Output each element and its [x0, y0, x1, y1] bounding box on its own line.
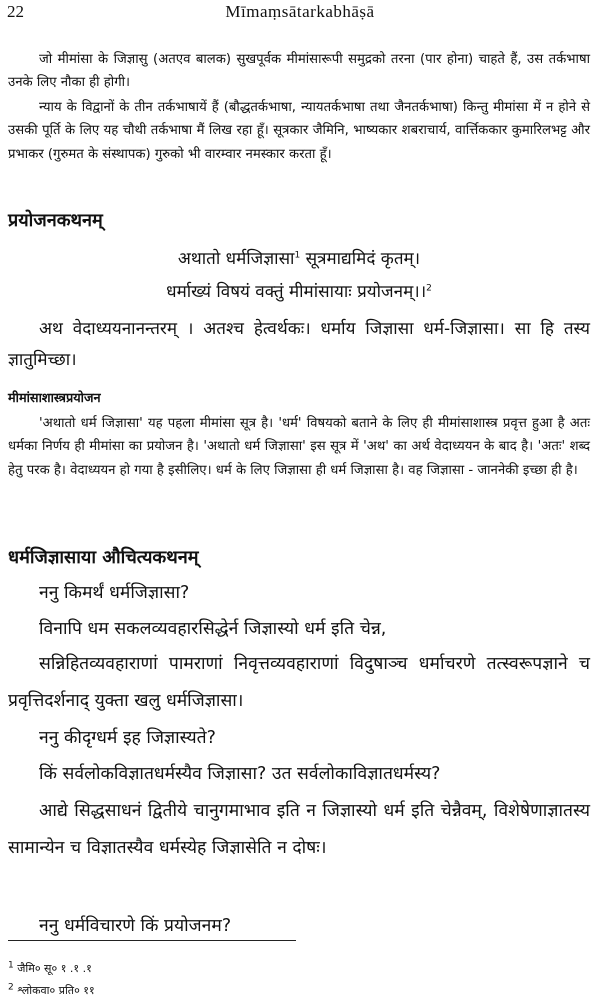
footnote-divider — [8, 940, 296, 941]
footnote-1-mark: 1 — [8, 960, 14, 971]
footnote-ref-1: 1 — [294, 250, 301, 261]
footnote-2 — [8, 984, 95, 998]
page-number: 22 — [7, 2, 24, 21]
heading-prayojana-kathanam: प्रयोजनकथनम् — [8, 210, 103, 231]
verse-line-2 — [8, 277, 590, 308]
verse-line-2-text: धर्माख्यं विषयं वक्तुं मीमांसायाः प्रयोजनम्।। — [166, 282, 427, 302]
question-2: ननु कीदृग्धर्म इह जिज्ञास्यते? — [39, 728, 216, 748]
footnote-2-mark: 2 — [8, 982, 14, 993]
heading-mimamsa-prayojana: मीमांसाशास्त्रप्रयोजन — [8, 391, 101, 406]
answer-3: आद्ये सिद्धसाधनं द्वितीये चानुगमाभाव इति न जिज्ञास्यो धर्म इति चेन्नैवम्, विशेषेणाज्ञातस्य सामान्येन च विज्ञातस्यैव धर्मस्येह जिज्ञासेति न दोषः। — [8, 801, 590, 858]
intro-paragraph: जो मीमांसा के जिज्ञासु (अतएव बालक) सुखपूर्वक मीमांसारूपी समुद्रको तरना (पार होना) चाहते हैं, उस तर्कभाषा उनके लिए नौका ही होगी। — [8, 52, 590, 91]
footnote-1-text: जैमि० सू० १ .१ .१ — [13, 962, 92, 975]
tarkabhasha-paragraph: न्याय के विद्वानों के तीन तर्कभाषायें हैं (बौद्धतर्कभाषा, न्यायतर्कभाषा तथा जैनतर्कभाषा) किन्तु मीमांसा में न होने से उसकी पूर्ति के लिए यह चौथी तर्कभाषा मैं लिख रहा हूँ। सूत्रकार जैमिनि, भाष्यकार शबराचार्य, वार्त्तिककार कुमारिलभट्ट और प्रभाकर (गुरुमत के संस्थापक) गुरुको भी वारम्वार नमस्कार करता हूँ। — [8, 100, 590, 162]
running-title: Mīmaṃsātarkabhāṣā — [225, 2, 375, 21]
explanation-paragraph: 'अथातो धर्म जिज्ञासा' यह पहला मीमांसा सूत्र है। 'धर्म' विषयको बताने के लिए ही मीमांसाशास्त्र प्रवृत्त हुआ है अतः धर्मका निर्णय ही मीमांसा का प्रयोजन है। 'अथातो धर्म जिज्ञासा' इस सूत्र में 'अथ' का अर्थ वेदाध्ययन के बाद है। 'अतः' शब्द हेतु परक है। वेदाध्ययन हो गया है इसीलिए। धर्म के लिए जिज्ञासा ही धर्म जिज्ञासा है। वह जिज्ञासा - जाननेकी इच्छा ही है। — [8, 416, 590, 478]
verse-line-1-text: अथातो धर्मजिज्ञासा — [177, 249, 295, 269]
footnote-1 — [8, 962, 92, 976]
question-3: किं सर्वलोकविज्ञातधर्मस्यैव जिज्ञासा? उत सर्वलोकाविज्ञातधर्मस्य? — [39, 764, 441, 784]
page-header — [7, 2, 593, 26]
footnote-2-text: श्लोकवा० प्रति० ११ — [13, 984, 95, 997]
sanskrit-commentary: अथ वेदाध्ययनानन्तरम् । अतश्च हेत्वर्थकः। धर्माय जिज्ञासा धर्म-जिज्ञासा। सा हि तस्य ज्ञातुमिच्छा। — [8, 319, 590, 370]
answer-2: सन्निहितव्यवहाराणां पामराणां निवृत्तव्यवहाराणां विदुषाञ्च धर्माचरणे तत्स्वरूपज्ञाने च प्रवृत्तिदर्शनाद् युक्ता खलु धर्मजिज्ञासा। — [8, 654, 590, 711]
footnote-ref-2: 2 — [426, 283, 432, 294]
question-1: ननु किमर्थं धर्मजिज्ञासा? — [39, 583, 190, 603]
answer-1: विनापि धम सकलव्यवहारसिद्धेर्न जिज्ञास्यो धर्म इति चेन्न, — [39, 619, 387, 639]
verse-line-1-tail: सूत्रमाद्यमिदं कृतम्। — [300, 249, 421, 269]
question-4: ननु धर्मविचारणे किं प्रयोजनम? — [39, 916, 232, 936]
heading-dharma-jijnasa: धर्मजिज्ञासाया औचित्यकथनम् — [8, 547, 199, 568]
verse-line-1 — [8, 244, 590, 275]
